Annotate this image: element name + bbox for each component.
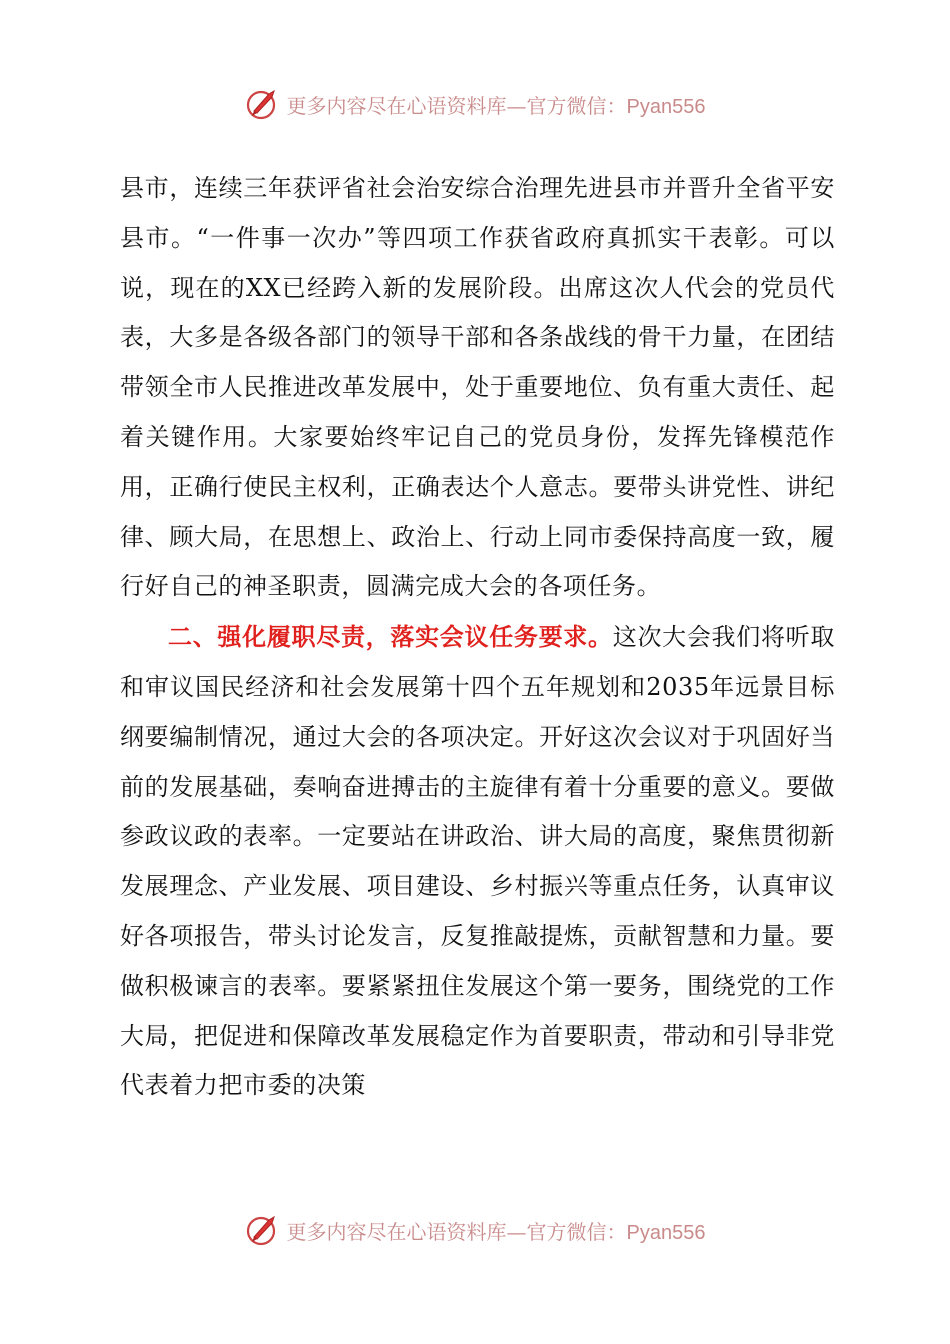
document-body xyxy=(120,164,835,1111)
pen-logo-icon xyxy=(245,86,281,122)
watermark-id: Pyan556 xyxy=(626,95,706,118)
watermark-banner-bottom xyxy=(0,1210,950,1250)
section-heading: 二、强化履职尽责，落实会议任务要求。 xyxy=(168,622,613,652)
paragraph-1: 县市，连续三年获评省社会治安综合治理先进县市并晋升全省平安县市。“一件事一次办”等四项工作获省政府真抓实干表彰。可以说，现在的XX已经跨入新的发展阶段。出席这次人代会的党员代表，大多是各级各部门的领导干部和各条战线的骨干力量，在团结带领全市人民推进改革发展中，处于重要地位、负有重大责任、起着关键作用。大家要始终牢记自己的党员身份，发挥先锋模范作用，正确行使民主权利，正确表达个人意志。要带头讲党性、讲纪律、顾大局，在思想上、政治上、行动上同市委保持高度一致，履行好自己的神圣职责，圆满完成大会的各项任务。 xyxy=(120,174,835,601)
watermark-banner-top xyxy=(0,84,950,124)
paragraph-2 xyxy=(120,612,835,1111)
pen-logo-icon xyxy=(245,1212,281,1248)
paragraph-2-body: 这次大会我们将听取和审议国民经济和社会发展第十四个五年规划和2035年远景目标纲要编制情况，通过大会的各项决定。开好这次会议对于巩固好当前的发展基础，奏响奋进搏击的主旋律有着十分重要的意义。要做参政议政的表率。一定要站在讲政治、讲大局的高度，聚焦贯彻新发展理念、产业发展、项目建设、乡村振兴等重点任务，认真审议好各项报告，带头讨论发言，反复推敲提炼，贡献智慧和力量。要做积极谏言的表率。要紧紧扭住发展这个第一要务，围绕党的工作大局，把促进和保障改革发展稳定作为首要职责，带动和引导非党代表着力把市委的决策 xyxy=(120,623,835,1100)
watermark-text: 更多内容尽在心语资料库—官方微信：Pyan556 xyxy=(286,1219,706,1244)
watermark-id: Pyan556 xyxy=(626,1221,706,1244)
watermark-text: 更多内容尽在心语资料库—官方微信：Pyan556 xyxy=(286,93,706,118)
